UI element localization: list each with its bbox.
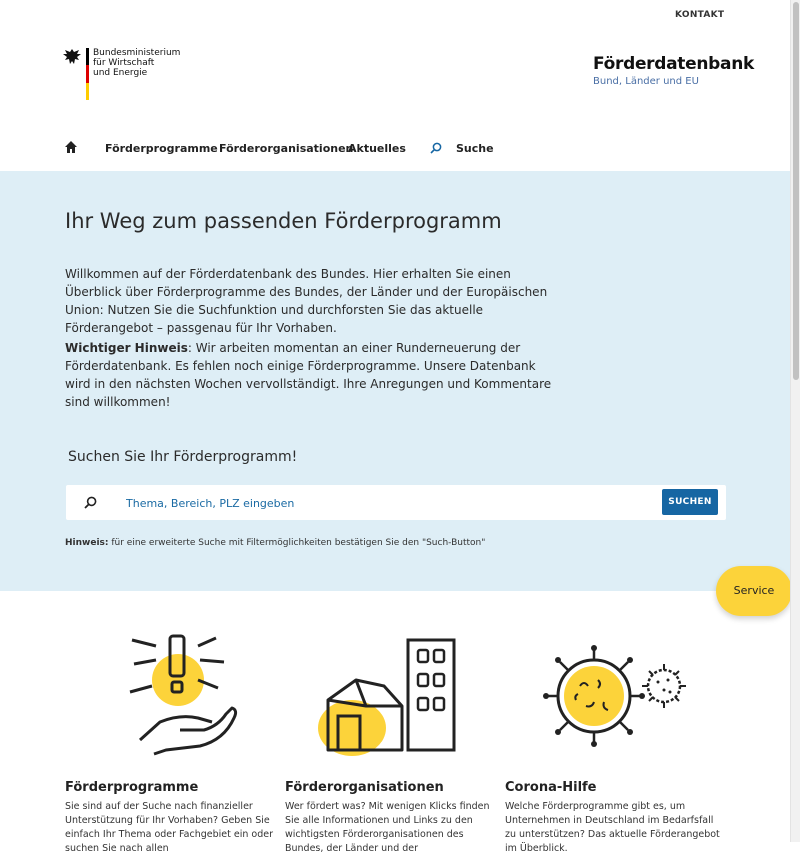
german-flag-bar xyxy=(86,48,89,100)
top-bar xyxy=(0,0,790,30)
search-button[interactable]: SUCHEN xyxy=(662,489,718,515)
note-label: Wichtiger Hinweis xyxy=(65,341,188,355)
site-brand[interactable] xyxy=(593,54,754,87)
eagle-icon xyxy=(62,48,82,66)
buildings-illustration xyxy=(318,630,458,760)
hero-section xyxy=(0,171,790,591)
search-hint xyxy=(65,538,485,548)
brand-subtitle: Bund, Länder und EU xyxy=(593,76,699,87)
hint-label: Hinweis: xyxy=(65,538,109,548)
vertical-scrollbar[interactable] xyxy=(790,0,800,842)
main-navigation xyxy=(0,130,790,170)
card-title-foerderorganisationen[interactable]: Förderorganisationen xyxy=(285,780,444,795)
nav-item-foerderprogramme[interactable]: Förderprogramme xyxy=(105,142,218,155)
page-title: Ihr Weg zum passenden Förderprogramm xyxy=(65,209,502,233)
nav-item-suche[interactable]: Suche xyxy=(456,142,494,155)
card-text-corona-hilfe: Welche Förderprogramme gibt es, um Unternehmen in Deutschland im Bedarfsfall zu unterstützen? Das aktuelle Förderangebot im Überblick. xyxy=(505,801,720,854)
magnifier-icon xyxy=(84,496,97,509)
kontakt-link[interactable]: KONTAKT xyxy=(675,10,725,20)
card-text-foerderorganisationen: Wer fördert was? Mit wenigen Klicks finden Sie alle Informationen und Links zu den wichtigsten Förderorganisationen des Bundes, der Länder und der xyxy=(285,801,490,854)
note-text: : Wir arbeiten momentan an einer Runderneuerung der Förderdatenbank. Es fehlen noch einige Förderprogramme. Unsere Datenbank wird in den nächsten Wochen vervollständigt. Ihre Anregungen und Kommentare sind willkommen! xyxy=(65,341,552,409)
brand-title: Förderdatenbank xyxy=(593,54,755,74)
ministry-name: Bundesministerium für Wirtschaft und Energie xyxy=(93,48,181,78)
alert-hand-illustration xyxy=(120,630,260,760)
ministry-logo[interactable] xyxy=(62,48,183,100)
virus-illustration xyxy=(546,630,686,760)
home-icon[interactable] xyxy=(64,140,78,154)
intro-text: Willkommen auf der Förderdatenbank des Bundes. Hier erhalten Sie einen Überblick über Förderprogramme des Bundes, der Länder und der Europäischen Union: Nutzen Sie die Suchfunktion und durchforsten Sie das aktuelle Förderangebot – passgenau für Ihr Vorhaben. xyxy=(65,267,548,335)
important-note xyxy=(65,339,555,411)
search-box xyxy=(66,485,726,520)
service-button[interactable]: Service xyxy=(716,566,792,616)
search-heading: Suchen Sie Ihr Förderprogramm! xyxy=(68,449,298,465)
hint-text: für eine erweiterte Suche mit Filtermöglichkeiten bestätigen Sie den "Such-Button" xyxy=(108,538,486,548)
card-text-foerderprogramme: Sie sind auf der Suche nach finanzieller Unterstützung für Ihr Vorhaben? Geben Sie einfach Ihr Thema oder Fachgebiet ein oder suchen Sie nach allen xyxy=(65,801,273,854)
card-title-foerderprogramme[interactable]: Förderprogramme xyxy=(65,780,199,795)
card-title-corona-hilfe[interactable]: Corona-Hilfe xyxy=(505,780,597,795)
search-icon[interactable] xyxy=(430,142,442,154)
search-input[interactable] xyxy=(126,493,646,513)
scrollbar-thumb[interactable] xyxy=(793,2,799,380)
nav-item-aktuelles[interactable]: Aktuelles xyxy=(348,142,406,155)
feature-cards xyxy=(0,592,790,854)
nav-item-foerderorganisationen[interactable]: Förderorganisationen xyxy=(219,142,354,155)
